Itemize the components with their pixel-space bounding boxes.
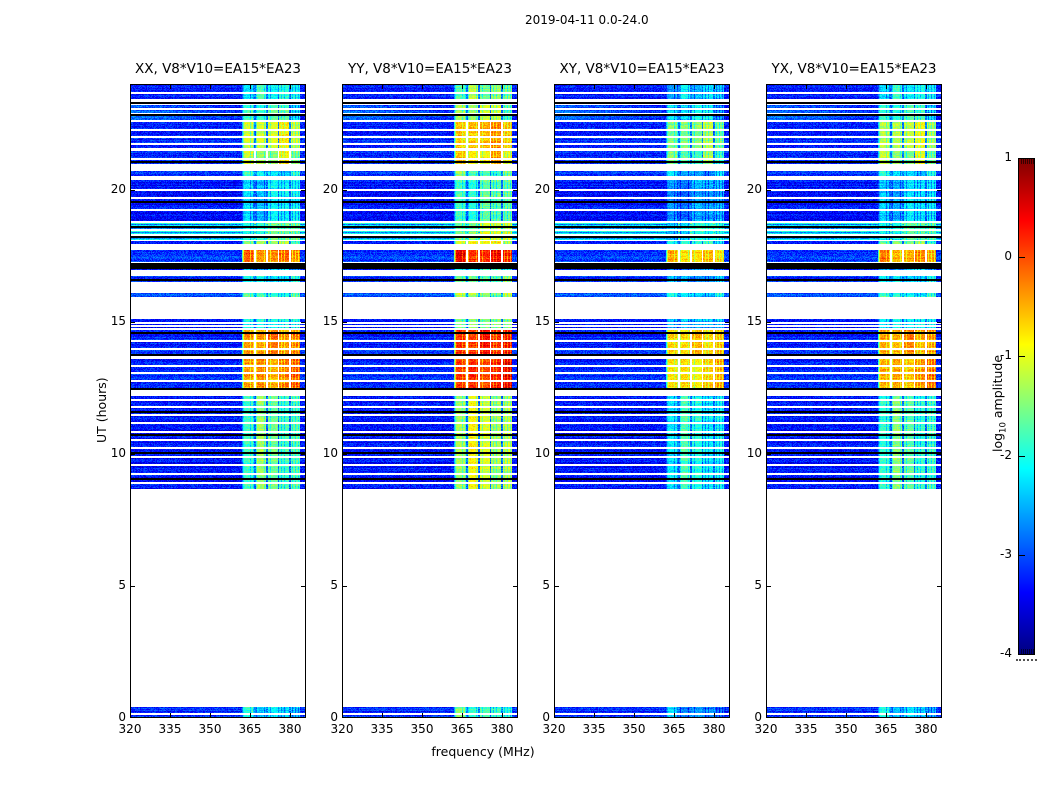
x-tick-label: 380 <box>702 722 726 736</box>
x-tick-label: 320 <box>542 722 566 736</box>
y-tick-label: 20 <box>746 181 762 196</box>
panel-title-yx: YX, V8*V10=EA15*EA23 <box>771 61 937 77</box>
panel-title-yy: YY, V8*V10=EA15*EA23 <box>347 61 512 77</box>
y-tick-label: 0 <box>754 710 762 724</box>
colorbar-tick-label: 1 <box>1004 150 1012 164</box>
y-tick-label: 15 <box>110 313 126 328</box>
spectrogram-panel-xy <box>554 84 730 718</box>
y-tick-label: 20 <box>322 181 338 196</box>
x-tick-label: 380 <box>914 722 938 736</box>
spectrogram-panel-yx <box>766 84 942 718</box>
colorbar-label: $\log_{10}$ amplitude <box>990 354 1009 452</box>
colorbar <box>1018 158 1035 655</box>
x-tick-label: 350 <box>622 722 646 736</box>
x-tick-label: 365 <box>238 722 262 736</box>
x-tick-label: 350 <box>834 722 858 736</box>
y-tick-label: 0 <box>330 710 338 724</box>
x-tick-label: 365 <box>874 722 898 736</box>
y-tick-label: 0 <box>118 710 126 724</box>
colorbar-end-dots <box>1016 659 1037 661</box>
spectrogram-panel-xx <box>130 84 306 718</box>
y-tick-label: 10 <box>110 445 126 460</box>
x-tick-label: 320 <box>118 722 142 736</box>
y-axis-label: UT (hours) <box>94 377 109 443</box>
x-tick-label: 350 <box>410 722 434 736</box>
panel-title-xx: XX, V8*V10=EA15*EA23 <box>134 61 301 77</box>
x-tick-label: 335 <box>370 722 394 736</box>
y-tick-label: 5 <box>118 577 126 592</box>
colorbar-tick-label: -2 <box>1000 447 1012 462</box>
y-tick-label: 10 <box>534 445 550 460</box>
x-tick-label: 335 <box>582 722 606 736</box>
y-tick-label: 5 <box>330 577 338 592</box>
colorbar-tick-label: 0 <box>1004 249 1012 264</box>
y-tick-label: 15 <box>746 313 762 328</box>
y-tick-label: 10 <box>746 445 762 460</box>
y-tick-label: 10 <box>322 445 338 460</box>
y-tick-label: 20 <box>534 181 550 196</box>
x-tick-label: 320 <box>330 722 354 736</box>
x-tick-label: 320 <box>754 722 778 736</box>
y-tick-label: 5 <box>542 577 550 592</box>
colorbar-tick-label: -1 <box>1000 348 1012 363</box>
y-tick-label: 15 <box>534 313 550 328</box>
y-tick-label: 0 <box>542 710 550 724</box>
figure-title: 2019-04-11 0.0-24.0 <box>525 13 649 27</box>
y-tick-label: 15 <box>322 313 338 328</box>
spectrogram-panel-yy <box>342 84 518 718</box>
y-tick-label: 5 <box>754 577 762 592</box>
x-axis-label: frequency (MHz) <box>431 744 535 759</box>
x-tick-label: 335 <box>158 722 182 736</box>
x-tick-label: 365 <box>662 722 686 736</box>
x-tick-label: 380 <box>490 722 514 736</box>
x-tick-label: 365 <box>450 722 474 736</box>
x-tick-label: 380 <box>278 722 302 736</box>
colorbar-tick-label: -3 <box>1000 546 1012 561</box>
x-tick-label: 335 <box>794 722 818 736</box>
y-tick-label: 20 <box>110 181 126 196</box>
panel-title-xy: XY, V8*V10=EA15*EA23 <box>559 61 725 77</box>
colorbar-tick-label: -4 <box>1000 646 1012 660</box>
x-tick-label: 350 <box>198 722 222 736</box>
